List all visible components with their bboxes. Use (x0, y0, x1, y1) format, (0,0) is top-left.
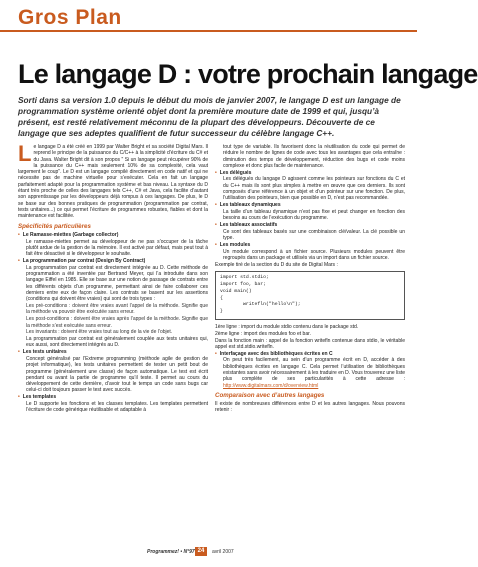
templates-text: Le D supporte les fonctions et les classes templates. Les templates permettent l’écriture de code générique réutilisable et adaptable à (26, 401, 208, 414)
gc-title: • Le Ramasse-miettes (Garbage collector) (18, 232, 208, 238)
contract-end: La programmation par contrat est généralement couplée aux tests unitaires qui, eux aussi, sont directement intégrés au D. (26, 336, 208, 349)
contract-post: Les post-conditions : doivent être vraies après l’appel de la méthode. Signifie que la méthode s’est exécutée sans erreur. (26, 316, 208, 329)
interface-body: On peut très facilement, au sein d’un programme écrit en D, accéder à des bibliothèques écrites en langage C. Cela permet l’utilisation de bibliothèques existantes sans avoir nécessairement à les traduire en D. Vous trouverez une liste plus complète de ses particularités à cette adresse : (223, 357, 405, 383)
code-line: import foo, bar; (220, 281, 267, 287)
gc-text: Le ramasse-miettes permet au développeur de ne pas s’occuper de la tâche plutôt ardue de la gestion de la mémoire. Il est activé par défaut, mais peut tout à fait être désactivé si le développeur le souhaite. (26, 238, 208, 258)
intro-paragraph (18, 141, 208, 220)
compare-text: Il existe de nombreuses différences entre D et les autres langages. Nous pouvons retenir : (215, 401, 405, 414)
delegates-title: • Les délégués (215, 170, 405, 176)
left-column (18, 141, 208, 414)
section-heading-comparison: Comparaison avec d’autres langages (215, 391, 325, 399)
contract-inv: Les invariants : doivent être vraies tout au long de la vie de l’objet. (26, 329, 173, 336)
templates-continued: tout type de variable. Ils favorisent donc la réutilisation du code qui permet de réduire le nombre de lignes de code avec tous les avantages que cela entraîne : diminution des temps de développement, réduction des bugs et code moins complexe et donc plus facile de maintenance. (223, 144, 405, 169)
page-footer (0, 547, 417, 559)
footer-date: avril 2007 (212, 549, 234, 555)
intro-text: e langage D a été créé en 1999 par Walter Bright et sa société Digital Mars. Il reprend le principe de la puissance du C/C++ à la simplicité d’écriture du C# et du Java. Walter Bright dit à son propos " Si un langage peut récupérer 90% de la puissance du C++ mais seulement 10% de sa complexité, cela vaut largement le coup". Le D est un langage compilé directement en code natif et qui ne nécessite pas de machine virtuelle pour s’exécuter. Cela en fait un langage parfaitement adapté pour la programmation système et bas niveau. La syntaxe du D étant très proche de celles des langages tels C++, C# et Java, cela facilite d’autant son apprentissage par les développeurs déjà rompus à ces langages. De plus, le D se base sur des bonnes pratiques de programmation (programmation par contrat, tests unitaires...) ce qui permet l’écriture de programmes robustes, fiables et dont la maintenance est facilitée. (18, 144, 208, 220)
section-header (0, 0, 417, 30)
header-rule (0, 30, 417, 32)
modules-title: • Les modules (215, 242, 405, 248)
interface-text (215, 357, 405, 388)
code-line: writefln("hello\n"); (220, 302, 301, 308)
right-column (215, 144, 405, 414)
unit-text: Concept généralisé par l’Extreme programming (méthode agile de gestion de projet informatique), les tests unitaires permettent de tester un petit bout de programme (généralement une classe) de façon automatique. Le test est écrit pendant ou avant la partie de programme qu’il teste. Il permet au cours du développement de cette dernière, d’avoir tout le temps un code sans bugs car celui-ci doit toujours passer le test avec succès. (26, 356, 208, 394)
tables-text: La taille d’un tableau dynamique n’est pas fixe et peut changer en fonction des besoins au cours de l’exécution du programme. (223, 208, 405, 222)
code-explain-2: 2ème ligne : import des modules foo et bar. (215, 330, 311, 337)
assoc-text: Ce sont des tableaux basés sur une combinaison clé/valeur. La clé possible un type. (223, 228, 405, 242)
article-lede: Sorti dans sa version 1.0 depuis le début du mois de janvier 2007, le langage D est un langage de programmation système orienté objet dont la première mouture date de 1999 et qui, jusqu’à présent, est resté relativement méconnu de la plupart des développeurs. Découverte de ce langage que ses adeptes qualifient de futur successeur du célèbre langage C++. (18, 95, 401, 138)
templates-title: • Les templates (18, 394, 208, 400)
code-line: import std.stdio; (220, 275, 269, 281)
drop-cap: L (18, 141, 32, 166)
article-title: Le langage D : votre prochain langage (18, 59, 478, 89)
contract-title: • La programmation par contrat (Design By Contract) (18, 258, 208, 264)
code-example (215, 271, 405, 320)
section-heading-specificities: Spécificités particulières (18, 222, 91, 230)
unit-title: • Les tests unitaires (18, 349, 208, 355)
footer-magazine: Programmez! • N°97 (147, 549, 195, 555)
delegates-text: Les délégués du langage D agissent comme les pointeurs sur fonctions du C et du C++ mais ils sont plus simples à mettre en œuvre que ces derniers. Ils sont composés d’une référence à un objet et d’un pointeur sur une fonction. De plus, l’utilisation des pointeurs, bien que possible en D, n’est pas recommandée. (223, 176, 405, 202)
assoc-title: • Les tableaux associatifs (215, 222, 405, 228)
code-line: { (220, 295, 223, 301)
interface-title: • Interfaçage avec des bibliothèques écrites en C (215, 351, 405, 357)
contract-text: La programmation par contrat est directement intégrée au D. Cette méthode de programmation a été inventée par Bertrand Meyer, qui l’a introduite dans son langage Eiffel en 1985. Elle se base sur une notion de passage de contrats entre les différents objets d’un programme, permettant ainsi de faire collaborer ces derniers entre eux de façon claire. Les contrats se basent sur les assertions (conditions qui doivent être vraies) qui sont de trois types : (26, 264, 208, 303)
contract-pre: Les pré-conditions : doivent être vraies avant l’appel de la méthode. Signifie que la méthode va pouvoir être exécutée sans erreur. (26, 303, 208, 316)
modules-text: Un module correspond à un fichier source. Plusieurs modules peuvent être regroupés dans un package et utilisés via un import dans un fichier source. (223, 248, 405, 262)
section-title: Gros Plan (18, 6, 122, 29)
example-intro: Exemple tiré de la section du D du site de Digital Mars : (215, 261, 338, 268)
code-explain-3: Dans la fonction main : appel de la fonction writefln contenue dans stdio, le véritable appel est std.stdio.writefln. (215, 337, 405, 350)
code-explain-1: 1ère ligne : import du module stdio contenu dans le package std. (215, 323, 359, 330)
code-line: } (220, 309, 223, 315)
code-line: void main() (220, 288, 252, 294)
overview-link[interactable]: http://www.digitalmars.com/d/overview.html (223, 382, 319, 389)
tables-title: • Les tableaux dynamiques (215, 202, 405, 208)
footer-page-number: 24 (195, 547, 207, 556)
